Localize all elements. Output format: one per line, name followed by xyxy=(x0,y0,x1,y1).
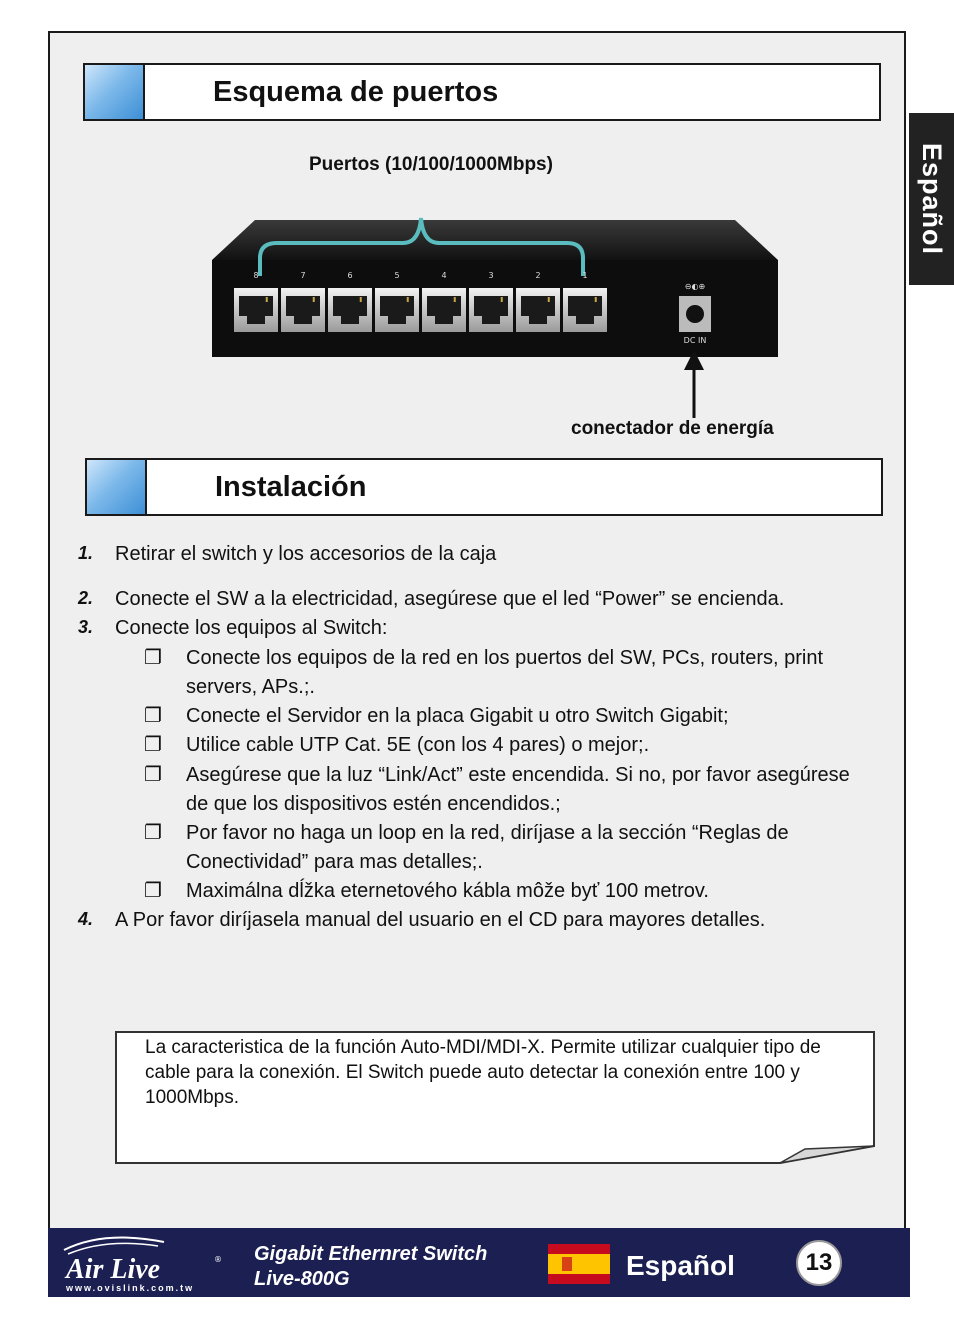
rj45-port-6 xyxy=(328,288,372,332)
step-number: 3. xyxy=(78,617,94,637)
switch-top xyxy=(212,220,778,260)
step-number: 4. xyxy=(78,909,94,929)
port-number-label: 2 xyxy=(535,271,541,280)
checkbox-bullet-icon: ❐ xyxy=(144,647,162,669)
checkbox-bullet-icon: ❐ xyxy=(144,822,162,844)
substep-text: Utilice cable UTP Cat. 5E (con los 4 pares) o mejor;. xyxy=(186,734,650,756)
section-title: Esquema de puertos xyxy=(213,75,499,108)
note-text: La caracteristica de la función Auto-MDI/MDI-X. Permite utilizar cualquier tipo de cable para la conexión. El Switch puede auto detectar la conexión entre 100 y 1000Mbps. xyxy=(145,1037,821,1108)
substep xyxy=(144,761,864,819)
step-text: Conecte los equipos al Switch: xyxy=(115,617,388,639)
step-4 xyxy=(78,909,765,932)
logo-text: Air Live xyxy=(66,1254,161,1282)
substep-text: Conecte el Servidor en la placa Gigabit u otro Switch Gigabit; xyxy=(186,705,729,727)
port-number-label: 5 xyxy=(394,271,400,280)
substep-text: Asegúrese que la luz “Link/Act” este encendida. Si no, por favor asegúrese de que los dispositivos estén encendidos.; xyxy=(186,764,850,815)
power-jack-hole xyxy=(686,305,704,323)
airlive-logo xyxy=(54,1232,224,1282)
rj45-port-5 xyxy=(375,288,419,332)
substep xyxy=(144,877,864,906)
section-icon-square xyxy=(87,460,147,514)
logo-registered-mark: ® xyxy=(214,1255,222,1264)
footer-language: Español xyxy=(626,1250,735,1281)
dc-in-label: DC IN xyxy=(683,336,707,345)
step-text: Conecte el SW a la electricidad, asegúrese que el led “Power” se encienda. xyxy=(115,588,785,610)
product-line-1: Gigabit Ethernret Switch xyxy=(254,1243,488,1265)
rj45-port-7 xyxy=(281,288,325,332)
section-icon-square xyxy=(85,65,145,119)
rj45-port-3 xyxy=(469,288,513,332)
page-number: 13 xyxy=(796,1240,842,1286)
step-text: A Por favor diríjasela manual del usuario en el CD para mayores detalles. xyxy=(115,909,766,931)
section-header-installation xyxy=(85,458,883,516)
substep xyxy=(144,731,864,760)
checkbox-bullet-icon: ❐ xyxy=(144,880,162,902)
footer-url: www.ovislink.com.tw xyxy=(66,1283,195,1293)
language-side-tab xyxy=(909,113,954,285)
rj45-port-1 xyxy=(563,288,607,332)
substep-text: Maximálna dĺžka eternetového kábla môže byť 100 metrov. xyxy=(186,880,709,902)
substep xyxy=(144,702,864,731)
port-number-label: 1 xyxy=(582,271,588,280)
step-1 xyxy=(78,543,496,566)
substep xyxy=(144,819,864,877)
port-number-label: 6 xyxy=(347,271,353,280)
section-header-port-diagram xyxy=(83,63,881,121)
product-line-2: Live-800G xyxy=(254,1268,350,1290)
port-number-label: 7 xyxy=(300,271,306,280)
step-number: 1. xyxy=(78,543,94,563)
product-name xyxy=(254,1242,487,1292)
port-number-label: 4 xyxy=(441,271,447,280)
dc-polarity-symbol: ⊖◐⊕ xyxy=(684,282,706,291)
power-connector-caption: conectador de energía xyxy=(571,418,774,439)
switch-diagram xyxy=(205,210,785,420)
step-2 xyxy=(78,588,784,611)
substep-text: Conecte los equipos de la red en los puertos del SW, PCs, routers, print servers, APs.;. xyxy=(186,647,824,698)
section-title: Instalación xyxy=(215,470,367,503)
step-number: 2. xyxy=(78,588,94,608)
port-number-label: 3 xyxy=(488,271,494,280)
port-number-label: 8 xyxy=(253,271,259,280)
spain-flag-icon xyxy=(548,1244,610,1284)
checkbox-bullet-icon: ❐ xyxy=(144,764,162,786)
substep-text: Por favor no haga un loop en la red, diríjase a la sección “Reglas de Conectividad” para mas detalles;. xyxy=(186,822,789,873)
rj45-port-4 xyxy=(422,288,466,332)
side-tab-label: Español xyxy=(917,142,947,256)
checkbox-bullet-icon: ❐ xyxy=(144,734,162,756)
footer-bar xyxy=(48,1228,910,1297)
checkbox-bullet-icon: ❐ xyxy=(144,705,162,727)
step-text: Retirar el switch y los accesorios de la caja xyxy=(115,543,497,565)
step-3 xyxy=(78,617,387,640)
note-box xyxy=(115,1031,875,1164)
substep xyxy=(144,644,864,702)
ports-caption: Puertos (10/100/1000Mbps) xyxy=(309,154,553,175)
rj45-port-8 xyxy=(234,288,278,332)
rj45-port-2 xyxy=(516,288,560,332)
